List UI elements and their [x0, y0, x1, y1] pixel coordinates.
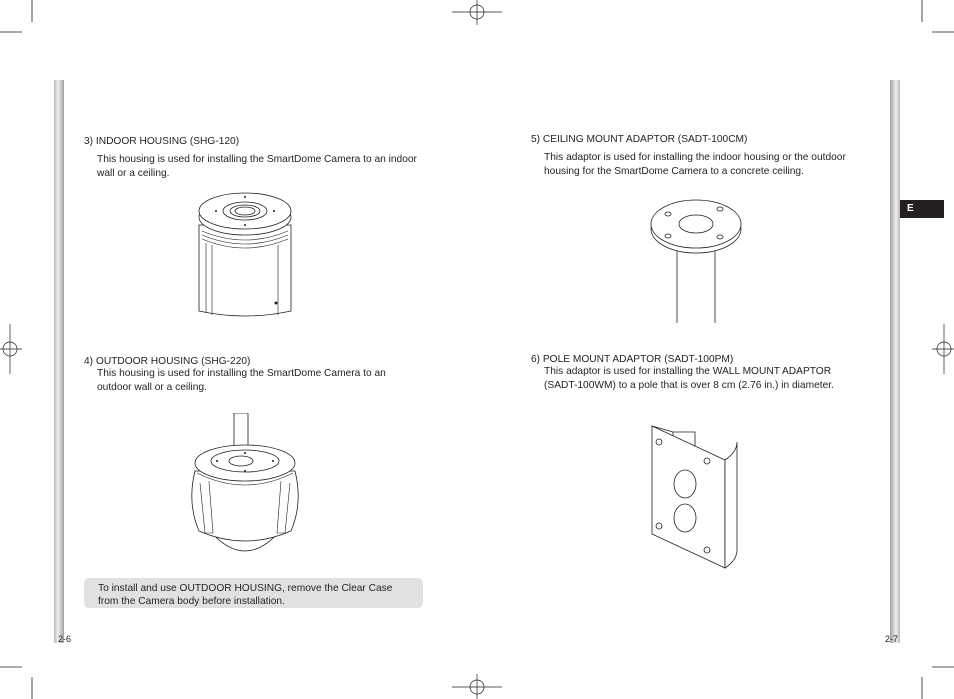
installation-note-line-1: To install and use OUTDOOR HOUSING, remove the Clear Case — [98, 583, 393, 594]
section-5-text-line-1: This adaptor is used for installing the indoor housing or the outdoor — [544, 152, 846, 163]
installation-note-line-2: from the Camera body before installation. — [98, 596, 285, 607]
ceiling-mount-adaptor-illustration — [650, 195, 745, 325]
section-4-text-line-1: This housing is used for installing the SmartDome Camera to an — [97, 368, 386, 379]
section-5-heading: 5) CEILING MOUNT ADAPTOR (SADT-100CM) — [531, 134, 748, 145]
section-4-text-line-2: outdoor wall or a ceiling. — [97, 382, 207, 393]
left-margin-bar — [54, 80, 64, 643]
section-6-text-line-2: (SADT-100WM) to a pole that is over 8 cm (2.76 in.) in diameter. — [544, 380, 834, 391]
registration-mark-right — [932, 324, 954, 374]
indoor-housing-illustration — [190, 183, 300, 318]
language-tab: E — [900, 200, 944, 218]
section-5-text-line-2: housing for the SmartDome Camera to a concrete ceiling. — [544, 166, 804, 177]
section-6-text-line-1: This adaptor is used for installing the WALL MOUNT ADAPTOR — [544, 366, 832, 377]
registration-mark-bottom — [452, 674, 502, 699]
section-3-text-line-2: wall or a ceiling. — [97, 168, 170, 179]
right-margin-bar — [890, 80, 900, 643]
outdoor-housing-illustration — [185, 413, 305, 561]
page-number-right: 2-7 — [885, 634, 899, 644]
section-3-text-line-1: This housing is used for installing the SmartDome Camera to an indoor — [97, 154, 417, 165]
registration-mark-top — [452, 0, 502, 25]
section-4-heading: 4) OUTDOOR HOUSING (SHG-220) — [84, 356, 251, 367]
section-3-heading: 3) INDOOR HOUSING (SHG-120) — [84, 136, 240, 147]
section-6-heading: 6) POLE MOUNT ADAPTOR (SADT-100PM) — [531, 354, 734, 365]
page-number-left: 2-6 — [58, 634, 72, 644]
pole-mount-adaptor-illustration — [645, 420, 745, 572]
installation-note-box — [84, 578, 423, 608]
registration-mark-left — [0, 324, 22, 374]
